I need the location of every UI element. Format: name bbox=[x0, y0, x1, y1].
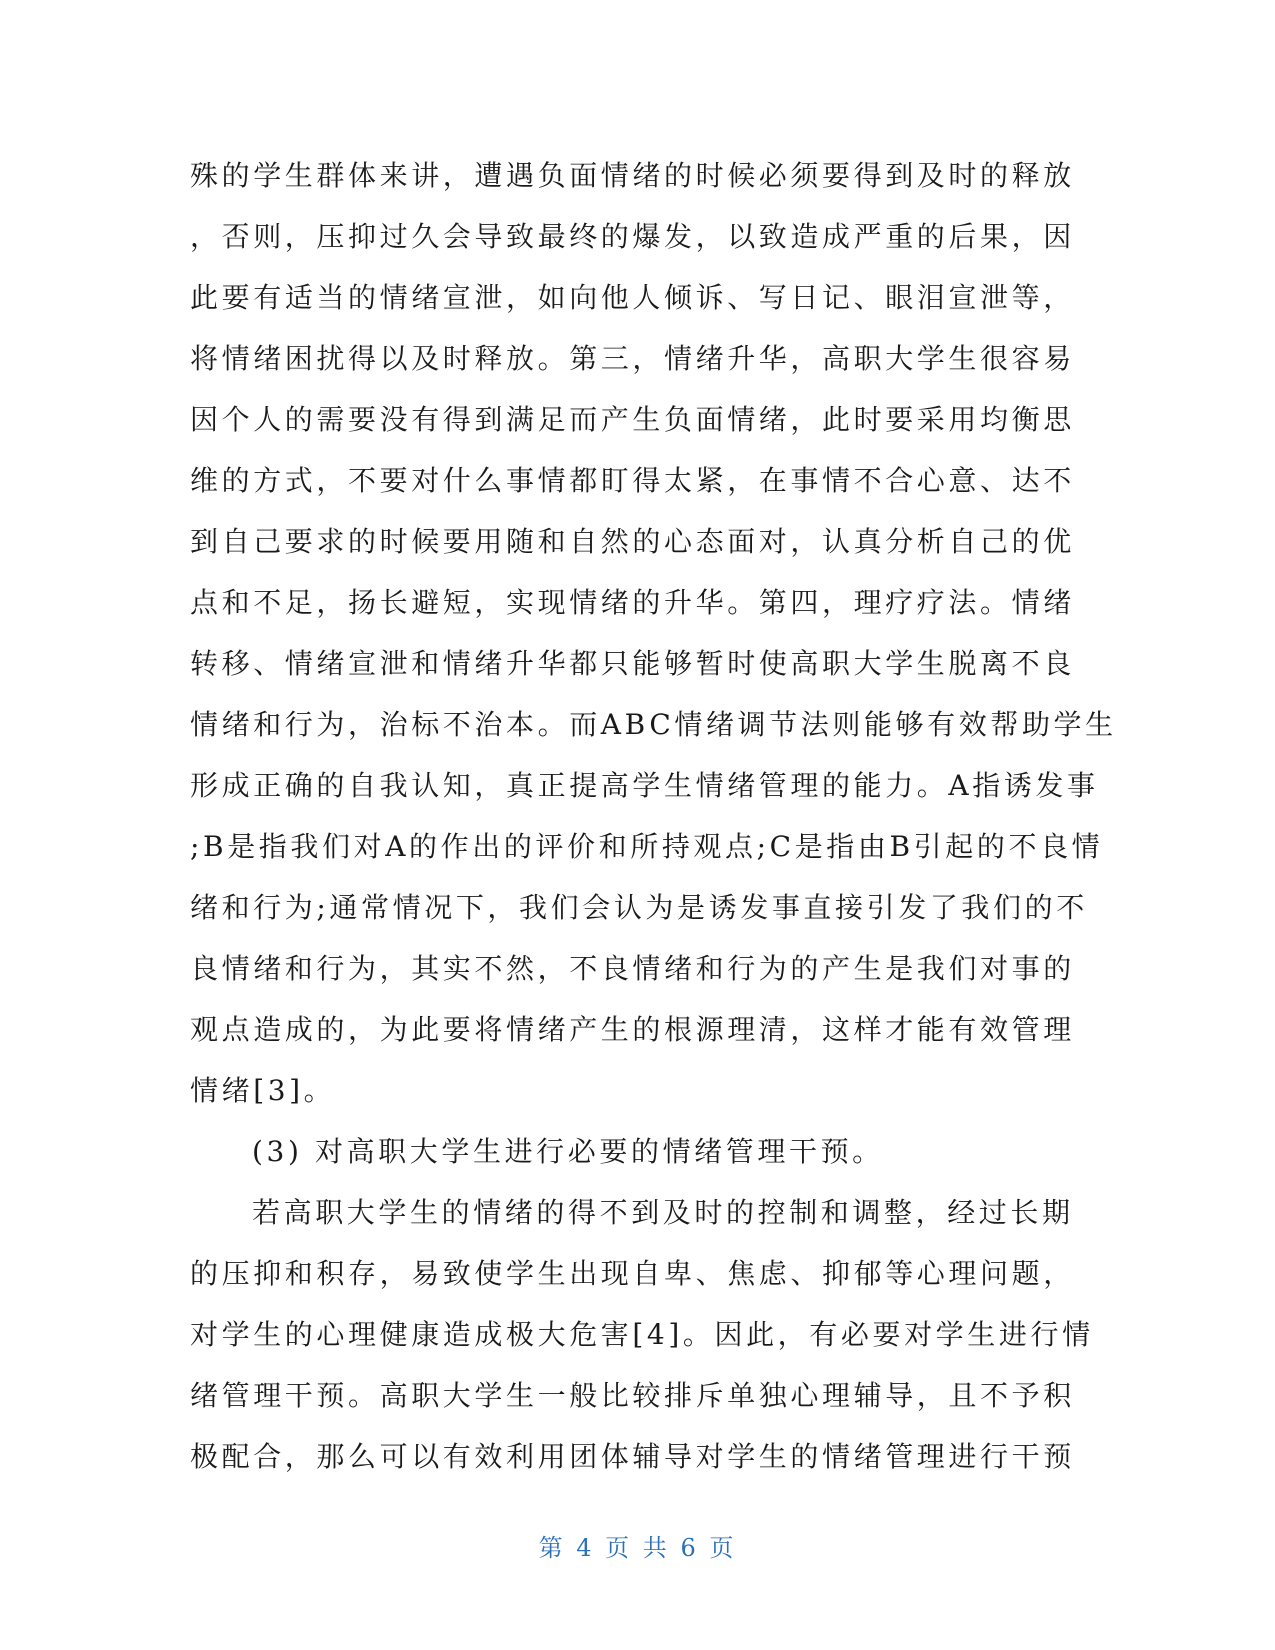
text-line: 极配合，那么可以有效利用团体辅导对学生的情绪管理进行干预 bbox=[190, 1440, 1075, 1473]
text-line: 此要有适当的情绪宣泄，如向他人倾诉、写日记、眼泪宣泄等， bbox=[190, 281, 1075, 314]
text-line: 绪和行为;通常情况下，我们会认为是诱发事直接引发了我们的不 bbox=[190, 891, 1088, 924]
text-line: ，否则，压抑过久会导致最终的爆发，以致造成严重的后果，因 bbox=[190, 220, 1075, 253]
text-line: 转移、情绪宣泄和情绪升华都只能够暂时使高职大学生脱离不良 bbox=[190, 647, 1075, 680]
text-line: 情绪[3]。 bbox=[190, 1074, 336, 1107]
text-line: 到自己要求的时候要用随和自然的心态面对，认真分析自己的优 bbox=[190, 525, 1075, 558]
body-text bbox=[190, 145, 1117, 1487]
section-heading: (3) 对高职大学生进行必要的情绪管理干预。 bbox=[252, 1135, 884, 1168]
text-line: 的压抑和积存，易致使学生出现自卑、焦虑、抑郁等心理问题， bbox=[190, 1257, 1075, 1290]
text-line: 维的方式，不要对什么事情都盯得太紧，在事情不合心意、达不 bbox=[190, 464, 1075, 497]
text-line: 情绪和行为，治标不治本。而ABC情绪调节法则能够有效帮助学生 bbox=[190, 708, 1117, 741]
text-line: 观点造成的，为此要将情绪产生的根源理清，这样才能有效管理 bbox=[190, 1013, 1075, 1046]
text-line: 若高职大学生的情绪的得不到及时的控制和调整，经过长期 bbox=[252, 1196, 1074, 1229]
text-line: 将情绪困扰得以及时释放。第三，情绪升华，高职大学生很容易 bbox=[190, 342, 1075, 375]
text-line: 良情绪和行为，其实不然，不良情绪和行为的产生是我们对事的 bbox=[190, 952, 1075, 985]
page-number-footer: 第 4 页 共 6 页 bbox=[538, 1534, 737, 1562]
text-line: 点和不足，扬长避短，实现情绪的升华。第四，理疗疗法。情绪 bbox=[190, 586, 1075, 619]
text-line: 绪管理干预。高职大学生一般比较排斥单独心理辅导，且不予积 bbox=[190, 1379, 1075, 1412]
text-line: 因个人的需要没有得到满足而产生负面情绪，此时要采用均衡思 bbox=[190, 403, 1075, 436]
text-line: ;B是指我们对A的作出的评价和所持观点;C是指由B引起的不良情 bbox=[190, 830, 1104, 863]
text-line: 形成正确的自我认知，真正提高学生情绪管理的能力。A指诱发事 bbox=[190, 769, 1099, 802]
text-line: 对学生的心理健康造成极大危害[4]。因此，有必要对学生进行情 bbox=[190, 1318, 1094, 1351]
text-line: 殊的学生群体来讲，遭遇负面情绪的时候必须要得到及时的释放 bbox=[190, 159, 1075, 192]
